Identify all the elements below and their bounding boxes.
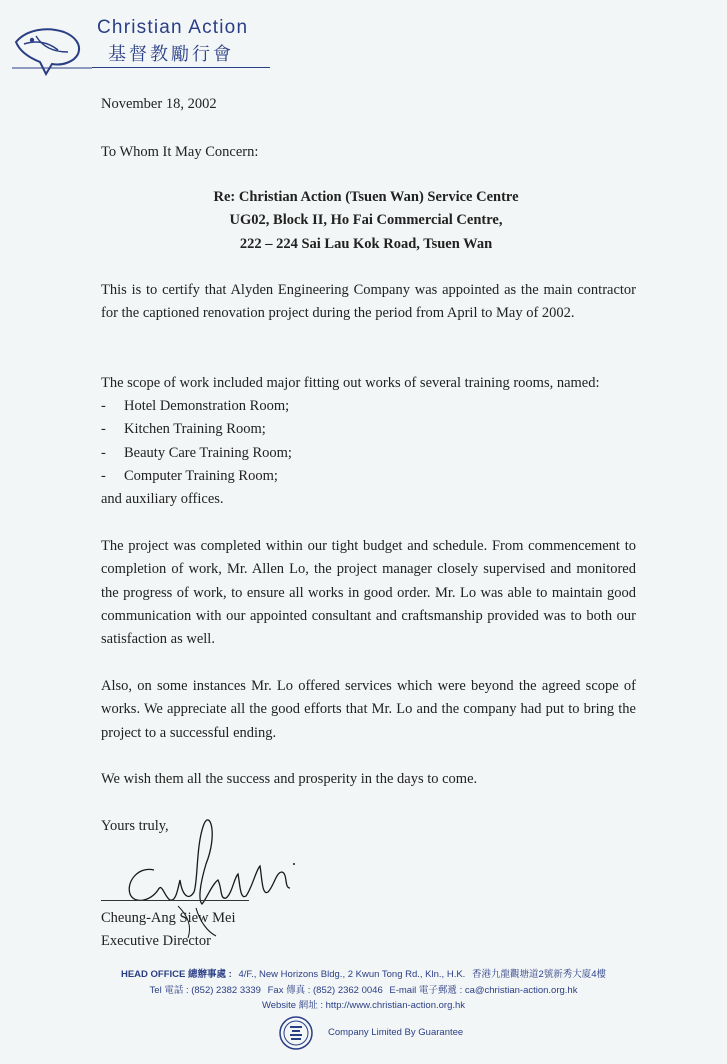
scope-outro: and auxiliary offices.: [101, 491, 224, 507]
signer-title: Executive Director: [101, 933, 211, 949]
list-dash: -: [101, 467, 106, 484]
list-item: - Hotel Demonstration Room;: [101, 395, 292, 418]
scope-intro: The scope of work included major fitting out works of several training rooms, named:: [101, 375, 600, 391]
signer-name: Cheung-Ang Siew Mei: [101, 910, 236, 926]
paragraph-certification: This is to certify that Alyden Engineering Company was appointed as the main contractor for the captioned renovation project during the period from April to May of 2002.: [101, 282, 636, 322]
re-line: 222 – 224 Sai Lau Kok Road, Tsuen Wan: [239, 235, 493, 252]
footer-email: E-mail 電子郵遞 : ca@christian-action.org.hk: [389, 985, 578, 996]
paragraph-completion: The project was completed within our tight budget and schedule. From commencement to completion of work, Mr. Allen Lo, the project manager closely supervised and monitored the progress of work, to ensure all works in good order. Mr. Lo was able to maintain good communication with our appointed consultant and craftsmanship provided was to both our satisfaction as well.: [101, 538, 636, 648]
footer-website: Website 網址 : http://www.christian-action.org.hk: [261, 1000, 466, 1011]
list-dash: -: [101, 421, 106, 438]
org-name-chinese: 基督教勵行會: [108, 44, 234, 65]
list-dash: -: [101, 398, 106, 414]
paragraph-appreciation: Also, on some instances Mr. Lo offered services which were beyond the agreed scope of works. We appreciate all the good efforts that Mr. Lo and the company had put to bring the project to a successful ending.: [101, 678, 636, 741]
salutation: To Whom It May Concern:: [101, 144, 259, 160]
footer-tel: Tel 電話 : (852) 2382 3339: [149, 985, 261, 996]
list-dash: -: [101, 444, 106, 461]
footer-head-office: [0, 966, 727, 980]
footer-fax: Fax 傳真 : (852) 2362 0046: [267, 985, 383, 996]
paragraph-wishes: We wish them all the success and prosperity in the days to come.: [101, 771, 478, 787]
re-line: UG02, Block II, Ho Fai Commercial Centre,: [229, 212, 503, 229]
footer-contact: [0, 982, 727, 996]
list-item: - Computer Training Room;: [101, 465, 292, 488]
header-rule: [92, 67, 270, 68]
guarantee-note: Company Limited By Guarantee: [328, 1027, 464, 1038]
signature-rule: [101, 900, 249, 901]
list-item: - Kitchen Training Room;: [101, 418, 292, 441]
list-item: - Beauty Care Training Room;: [101, 442, 292, 465]
re-block: [101, 186, 631, 256]
head-office-label: HEAD OFFICE 總辦事處 :: [120, 969, 232, 980]
head-office-address-zh: 香港九龍觀塘道2號新秀大廈4樓: [471, 969, 607, 980]
seal-icon: [278, 1015, 314, 1051]
dove-icon: [12, 22, 94, 80]
letter-date: November 18, 2002: [101, 96, 217, 112]
head-office-address-en: 4/F., New Horizons Bldg., 2 Kwun Tong Rd., Kln., H.K.: [238, 969, 466, 980]
closing: Yours truly,: [101, 818, 169, 834]
org-name-english: Christian Action: [97, 17, 249, 38]
scope-list: [101, 395, 292, 488]
re-line: Re: Christian Action (Tsuen Wan) Service Centre: [213, 189, 519, 205]
